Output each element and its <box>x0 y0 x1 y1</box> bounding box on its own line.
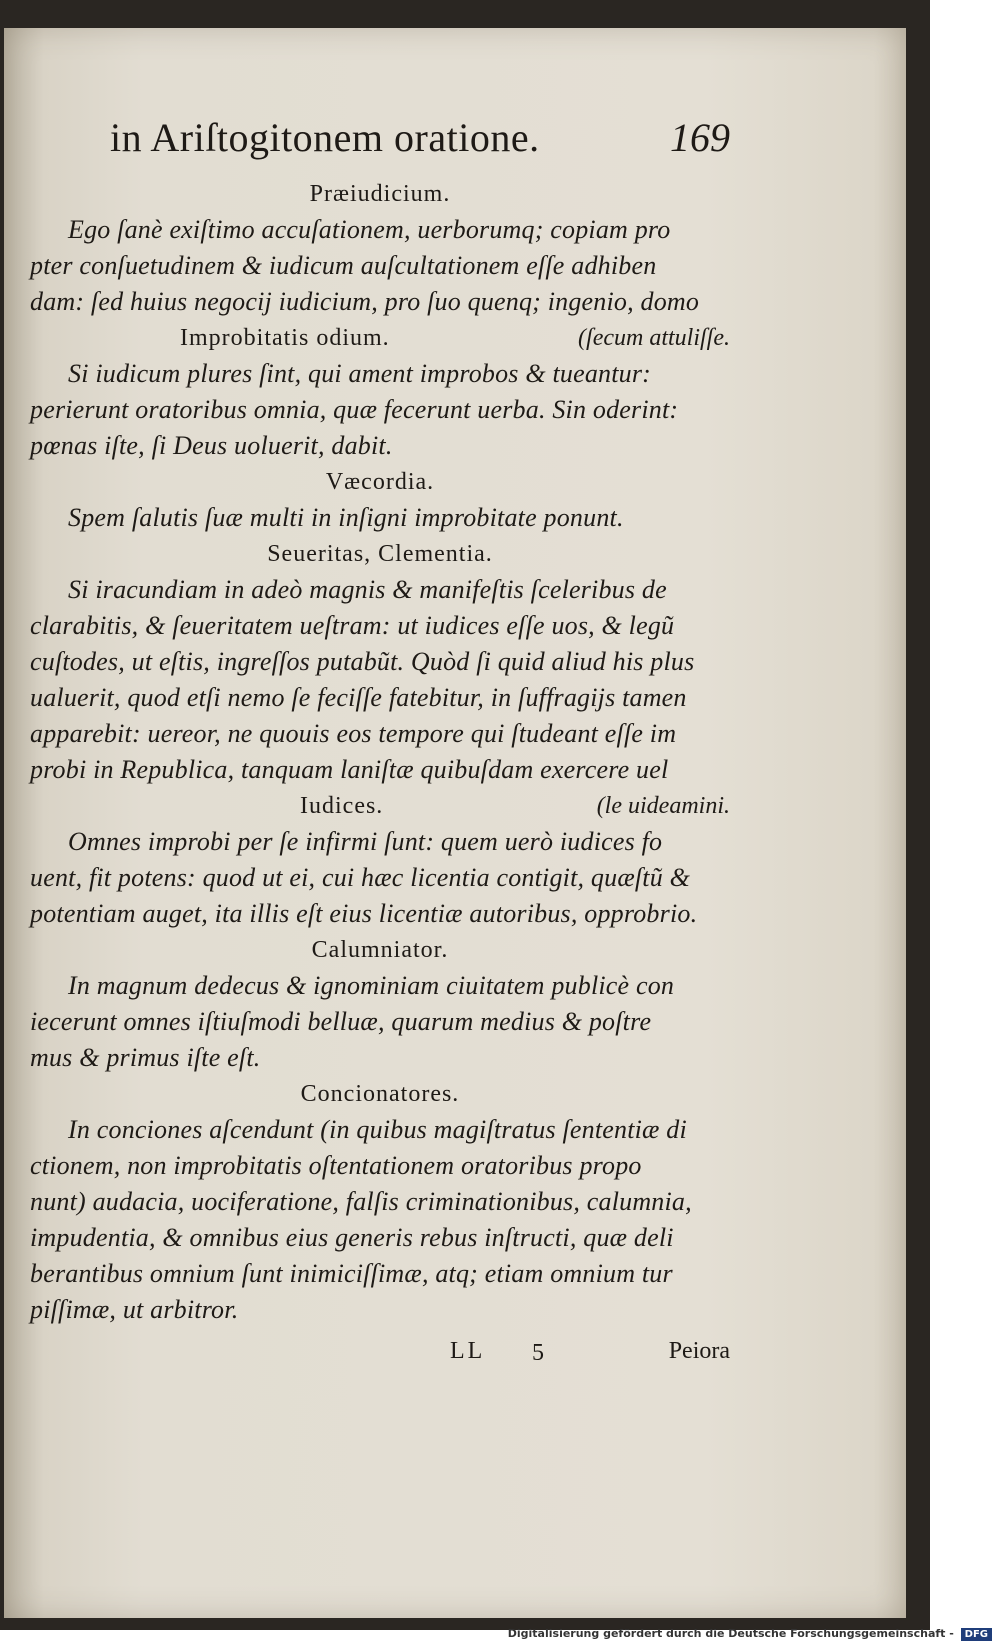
credit-text: Digitalisierung gefördert durch die Deutsche Forschungsgemeinschaft - <box>507 1627 954 1640</box>
text-line: mus & primus iſte eſt. <box>30 1043 261 1072</box>
text-line: nunt) audacia, uociferatione, falſis criminationibus, calumnia, <box>30 1187 692 1216</box>
text-line: Si iudicum plures ſint, qui ament improbos & tueantur: <box>68 359 652 388</box>
text-line: impudentia, & omnibus eius generis rebus inſtructi, quæ deli <box>30 1223 674 1252</box>
section-heading: Calumniator. <box>311 937 449 963</box>
text-line: Spem ſalutis ſuæ multi in inſigni improbitate ponunt. <box>68 503 624 532</box>
text-line: pter conſuetudinem & iudicum auſcultationem eſſe adhiben <box>30 251 657 280</box>
running-title: in Ariſtogitonem oratione. <box>110 115 540 160</box>
dfg-logo: DFG <box>961 1628 992 1641</box>
signature-mark: LL <box>450 1338 486 1364</box>
text-line: Ego ſanè exiſtimo accuſationem, uerborumq; copiam pro <box>68 215 671 244</box>
line-continuation: (le uideamini. <box>596 793 730 819</box>
section-heading-row <box>30 320 730 356</box>
text-line: cuſtodes, ut eſtis, ingreſſos putabũt. Quòd ſi quid aliud his plus <box>30 647 695 676</box>
digitization-credit <box>508 1627 992 1641</box>
page-footer <box>30 1338 730 1378</box>
text-line: dam: ſed huius negocij iudicium, pro ſuo quenq; ingenio, domo <box>30 287 700 316</box>
text-line: Omnes improbi per ſe infirmi ſunt: quem uerò iudices fo <box>68 827 663 856</box>
text-line: In magnum dedecus & ignominiam ciuitatem publicè con <box>68 971 675 1000</box>
page-number: 169 <box>670 115 730 160</box>
running-head <box>30 114 730 172</box>
text-line: In conciones aſcendunt (in quibus magiſtratus ſententiæ di <box>68 1115 687 1144</box>
line-continuation: (ſecum attuliſſe. <box>578 325 730 351</box>
text-line: uent, fit potens: quod ut ei, cui hæc licentia contigit, quæſtũ & <box>30 863 691 892</box>
section-heading: Iudices. <box>300 793 384 819</box>
text-line: potentiam auget, ita illis eſt eius licentiæ autoribus, opprobrio. <box>30 899 698 928</box>
catchword: Peiora <box>668 1338 730 1364</box>
text-line: pœnas iſte, ſi Deus uoluerit, dabit. <box>30 431 393 460</box>
text-line: probi in Republica, tanquam laniſtæ quibuſdam exercere uel <box>30 755 669 784</box>
text-line: apparebit: uereor, ne quouis eos tempore qui ſtudeant eſſe im <box>30 719 677 748</box>
text-line: ualuerit, quod etſi nemo ſe feciſſe fatebitur, in ſuffragijs tamen <box>30 683 687 712</box>
text-line: clarabitis, & ſeueritatem ueſtram: ut iudices eſſe uos, & legũ <box>30 611 675 640</box>
section-heading: Improbitatis odium. <box>180 325 390 351</box>
text-line: berantibus omnium ſunt inimiciſſimæ, atq; etiam omnium tur <box>30 1259 673 1288</box>
text-line: ctionem, non improbitatis oſtentationem oratoribus propo <box>30 1151 642 1180</box>
text-line: piſſimæ, ut arbitror. <box>30 1295 239 1324</box>
section-heading: Præiudicium. <box>309 181 451 207</box>
text-line: perierunt oratoribus omnia, quæ fecerunt uerba. Sin oderint: <box>30 395 679 424</box>
book-page <box>4 28 906 1618</box>
signature-number: 5 <box>532 1340 544 1366</box>
text-line: iecerunt omnes iſtiuſmodi belluæ, quarum medius & poſtre <box>30 1007 652 1036</box>
section-heading: Væcordia. <box>325 469 435 495</box>
text-line: Si iracundiam in adeò magnis & manifeſtis ſceleribus de <box>68 575 667 604</box>
section-heading-row <box>30 788 730 824</box>
text-block <box>30 114 730 1378</box>
section-heading: Seueritas, Clementia. <box>267 541 493 567</box>
section-heading: Concionatores. <box>300 1081 460 1107</box>
